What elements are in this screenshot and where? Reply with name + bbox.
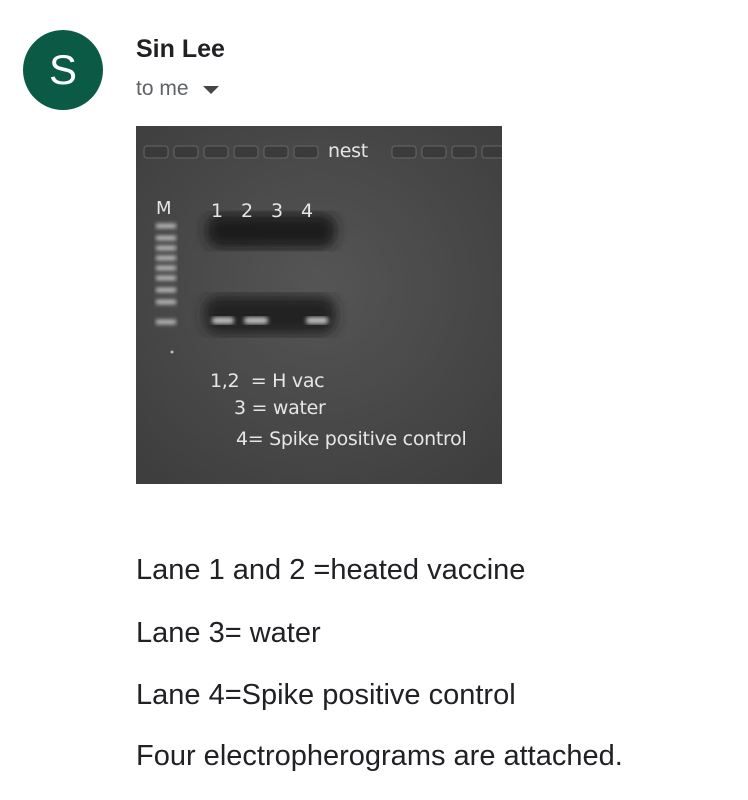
chevron-down-icon[interactable]	[203, 86, 219, 94]
lane-label-2: 2	[241, 200, 253, 222]
sender-name[interactable]: Sin Lee	[136, 35, 225, 63]
recipient-label: to me	[136, 77, 189, 100]
lane-label-4: 4	[301, 200, 313, 222]
gel-electrophoresis-image[interactable]	[136, 126, 502, 484]
gel-top-label: nest	[328, 140, 368, 162]
lane-label-3: 3	[271, 200, 283, 222]
message-line-2: Lane 3= water	[136, 617, 321, 649]
dark-band-region-lower	[204, 296, 336, 334]
recipient-details-toggle[interactable]	[136, 77, 219, 101]
gel-legend-line-2: 3 = water	[234, 397, 326, 419]
sender-avatar[interactable]	[23, 30, 103, 110]
avatar-initial: S	[48, 46, 77, 93]
lane-label-1: 1	[211, 200, 223, 222]
gel-legend-line-3: 4= Spike positive control	[236, 428, 467, 450]
message-line-1: Lane 1 and 2 =heated vaccine	[136, 554, 526, 586]
gel-legend-line-1: 1,2 = H vac	[210, 370, 325, 392]
message-line-3: Lane 4=Spike positive control	[136, 679, 516, 711]
message-line-4: Four electropherograms are attached.	[136, 740, 623, 772]
marker-lane-label: M	[156, 198, 172, 219]
